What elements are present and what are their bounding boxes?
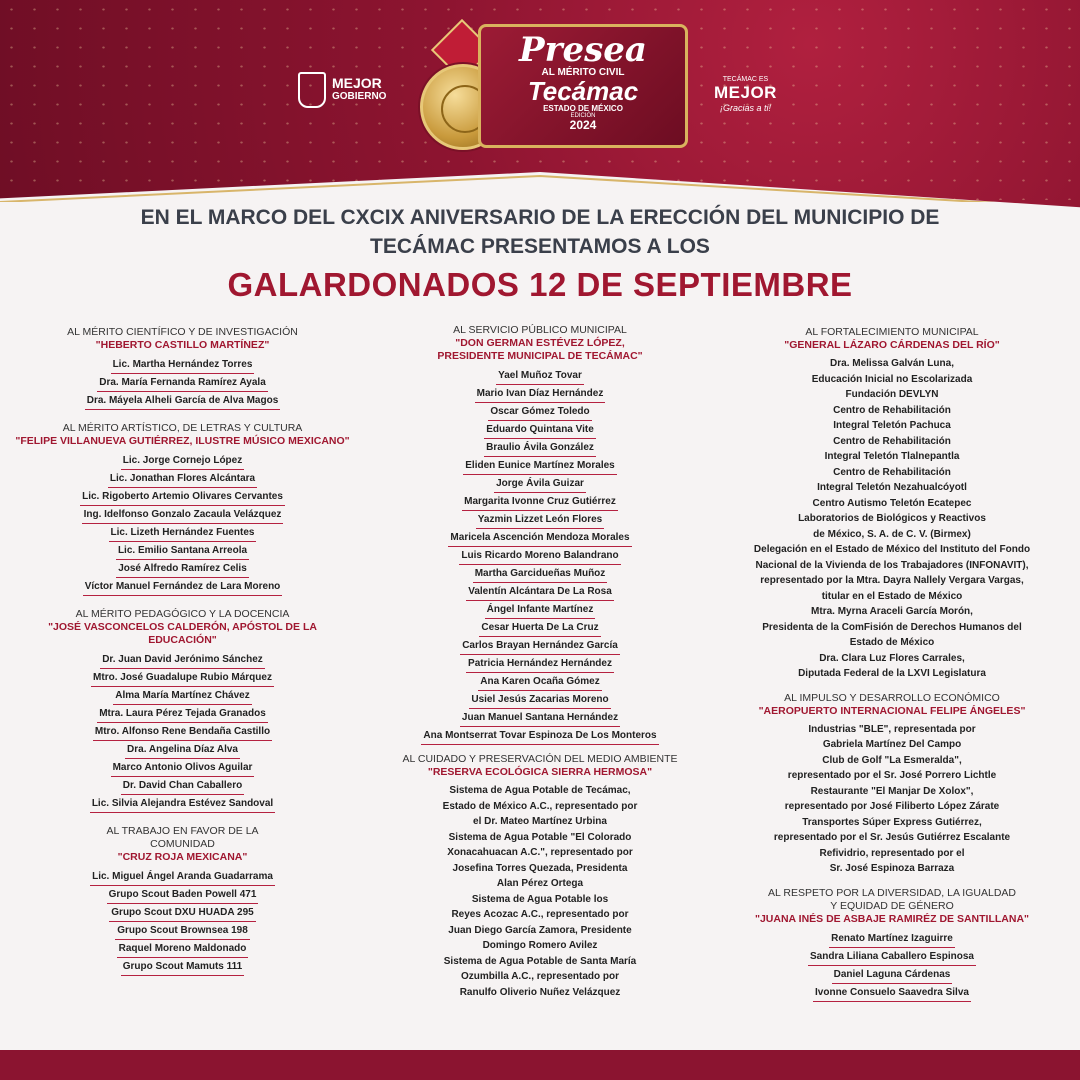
category-label: COMUNIDAD (150, 838, 215, 850)
recipient-list (15, 868, 350, 976)
recipient-name: Alma María Martínez Chávez (113, 687, 252, 705)
recipient-name: Jorge Ávila Guizar (494, 475, 586, 493)
recipient-name: Raquel Moreno Maldonado (117, 940, 249, 958)
plaque-title: Presea (519, 30, 647, 70)
intro-line1: EN EL MARCO DEL CXCIX ANIVERSARIO DE LA ERECCIÓN DEL MUNICIPIO DE (140, 206, 940, 229)
recipient-line: Centro de Rehabilitación (833, 466, 951, 478)
recipient-line: Laboratorios de Biológicos y Reactivos (798, 513, 986, 524)
recipient-name: Dr. David Chan Caballero (121, 777, 244, 795)
brand-left-line1: MEJOR (332, 75, 382, 91)
recipient-line: Domingo Romero Avilez (482, 940, 598, 951)
recipient-line: Fundación DEVLYN (845, 389, 939, 400)
recipient-line: Gabriela Martínez Del Campo (822, 739, 962, 750)
recipient-name: Patricia Hernández Hernández (466, 655, 614, 673)
recipient-line: Reyes Acozac A.C., representado por (451, 909, 629, 920)
award-section (15, 608, 350, 813)
recipient-name: Víctor Manuel Fernández de Lara Moreno (83, 578, 283, 596)
recipient-name: Eliden Eunice Martínez Morales (463, 457, 616, 475)
recipient-name: José Alfredo Ramírez Celis (116, 560, 249, 578)
recipient-name: Dr. Juan David Jerónimo Sánchez (100, 651, 265, 669)
recipient-list (712, 722, 1072, 877)
recipient-line: Mtra. Myrna Araceli García Morón, (811, 606, 973, 617)
recipient-line: Sr. José Espinoza Barraza (829, 863, 955, 874)
recipient-name: Daniel Laguna Cárdenas (832, 966, 953, 984)
recipient-line: Sistema de Agua Potable "El Colorado (448, 831, 632, 843)
recipient-name: Ana Karen Ocaña Gómez (478, 673, 601, 691)
recipient-list (15, 452, 350, 596)
recipient-name: Lic. Jorge Cornejo López (121, 452, 244, 470)
presea-plaque (478, 24, 688, 148)
award-section (15, 422, 350, 596)
recipient-line: Estado de México A.C., representado por (442, 800, 638, 812)
page-title: GALARDONADOS 12 DE SEPTIEMBRE (227, 266, 853, 303)
recipient-name: Ana Montserrat Tovar Espinoza De Los Monteros (421, 727, 658, 745)
recipient-name: Sandra Liliana Caballero Espinosa (808, 948, 976, 966)
recipient-line: Centro Autismo Teletón Ecatepec (812, 497, 972, 509)
plaque-year: 2024 (569, 118, 597, 132)
recipient-line: Nacional de la Vivienda de los Trabajadores (INFONAVIT), (755, 559, 1029, 571)
award-section (712, 326, 1072, 682)
recipient-name: Yazmin Lizzet León Flores (476, 511, 604, 529)
award-name: "CRUZ ROJA MEXICANA" (117, 851, 248, 863)
recipient-line: Dra. Clara Luz Flores Carrales, (819, 652, 965, 664)
recipient-line: Estado de México (849, 637, 935, 648)
plaque-subtitle: AL MÉRITO CIVIL (541, 67, 625, 78)
category-label: AL TRABAJO EN FAVOR DE LA (106, 825, 259, 837)
award-name: "DON GERMAN ESTÉVEZ LÓPEZ, (455, 337, 625, 349)
recipient-line: titular en el Estado de México (821, 590, 963, 602)
recipient-name: Lic. Martha Hernández Torres (111, 356, 255, 374)
plaque-city: Tecámac (527, 76, 639, 106)
recipient-name: Mario Ivan Díaz Hernández (475, 385, 606, 403)
recipient-name: Lic. Miguel Ángel Aranda Guadarrama (90, 868, 275, 886)
category-label: AL MÉRITO PEDAGÓGICO Y LA DOCENCIA (75, 608, 290, 620)
category-label: AL MÉRITO CIENTÍFICO Y DE INVESTIGACIÓN (67, 326, 298, 338)
recipient-name: Luis Ricardo Moreno Balandrano (459, 547, 620, 565)
category-label: AL MÉRITO ARTÍSTICO, DE LETRAS Y CULTURA (62, 422, 303, 434)
brand-right-line1: TECÁMAC ES (722, 76, 769, 83)
recipient-list (15, 651, 350, 813)
recipient-list (370, 783, 710, 1000)
category-label: AL SERVICIO PÚBLICO MUNICIPAL (453, 324, 627, 336)
column-right (712, 326, 1072, 1002)
recipient-line: de México, S. A. de C. V. (Birmex) (813, 528, 971, 540)
column-left (15, 326, 350, 976)
recipient-line: Alan Pérez Ortega (496, 878, 584, 889)
column-center (370, 324, 710, 1000)
recipient-name: Carlos Brayan Hernández García (460, 637, 620, 655)
recipient-name: Lic. Rigoberto Artemio Olivares Cervantes (80, 488, 285, 506)
recipient-name: Martha Garcidueñas Muñoz (473, 565, 608, 583)
recipient-name: Lic. Jonathan Flores Alcántara (108, 470, 257, 488)
intro-heading (60, 203, 1020, 261)
shield-icon (298, 72, 326, 108)
recipient-name: Cesar Huerta De La Cruz (479, 619, 600, 637)
recipient-name: Braulio Ávila González (484, 439, 596, 457)
recipient-line: el Dr. Mateo Martínez Urbina (473, 816, 607, 827)
recipient-line: representado por la Mtra. Dayra Nallely Vergara Vargas, (760, 575, 1024, 586)
recipient-line: Transportes Súper Express Gutiérrez, (802, 816, 982, 828)
recipient-line: Sistema de Agua Potable de Tecámac, (449, 785, 631, 796)
recipient-name: Ivonne Consuelo Saavedra Silva (813, 984, 971, 1002)
award-section (712, 887, 1072, 1002)
footer-bar (0, 1050, 1080, 1080)
recipient-name: Valentín Alcántara De La Rosa (466, 583, 614, 601)
category-label: AL IMPULSO Y DESARROLLO ECONÓMICO (784, 691, 1000, 704)
category-label: AL FORTALECIMIENTO MUNICIPAL (805, 326, 979, 338)
award-name: "HEBERTO CASTILLO MARTÍNEZ" (95, 339, 270, 351)
recipient-line: Integral Teletón Tlalnepantla (824, 451, 960, 462)
recipient-name: Maricela Ascención Mendoza Morales (448, 529, 631, 547)
recipient-line: Refividrio, representado por el (819, 847, 965, 859)
recipient-name: Grupo Scout Brownsea 198 (115, 922, 250, 940)
recipient-name: Dra. Angelina Díaz Alva (125, 741, 240, 759)
recipient-name: Eduardo Quintana Vite (484, 421, 596, 439)
recipient-line: Juan Diego García Zamora, Presidente (448, 924, 632, 936)
mejor-gobierno-logo (298, 72, 386, 108)
award-name: "GENERAL LÁZARO CÁRDENAS DEL RÍO" (784, 339, 1000, 351)
brand-right-line3: ¡Gracias a ti! (719, 103, 771, 113)
recipient-name: Mtro. Alfonso Rene Bendaña Castillo (93, 723, 272, 741)
category-label: Y EQUIDAD DE GÉNERO (830, 899, 954, 912)
brand-right-line2: MEJOR (714, 83, 777, 102)
recipient-line: Diputada Federal de la LXVI Legislatura (798, 668, 986, 679)
recipient-line: Integral Teletón Nezahualcóyotl (817, 482, 967, 493)
recipient-line: Josefina Torres Quezada, Presidenta (452, 862, 628, 874)
award-name: "AEROPUERTO INTERNACIONAL FELIPE ÁNGELES" (758, 704, 1026, 717)
award-name: "JUANA INÉS DE ASBAJE RAMIRÉZ DE SANTILLANA" (754, 912, 1030, 925)
recipient-line: Sistema de Agua Potable de Santa María (443, 955, 637, 967)
plaque-state: ESTADO DE MÉXICO (543, 104, 623, 113)
recipient-line: representado por el Sr. Jesús Gutiérrez Escalante (773, 832, 1011, 843)
intro-line2: TECÁMAC PRESENTAMOS A LOS (370, 235, 710, 258)
recipient-name: Renato Martínez Izaguirre (829, 930, 955, 948)
recipient-line: Delegación en el Estado de México del Instituto del Fondo (753, 544, 1031, 555)
recipient-line: representado por José Filiberto López Zárate (784, 801, 1000, 812)
recipient-name: Dra. María Fernanda Ramírez Ayala (97, 374, 268, 392)
recipient-line: Club de Golf "La Esmeralda", (822, 754, 962, 766)
recipient-name: Usiel Jesús Zacarias Moreno (469, 691, 610, 709)
tecamac-mejor-logo (714, 76, 777, 113)
recipient-name: Margarita Ivonne Cruz Gutiérrez (462, 493, 618, 511)
recipient-name: Dra. Máyela Alheli García de Alva Magos (85, 392, 281, 410)
recipient-name: Mtra. Laura Pérez Tejada Granados (97, 705, 268, 723)
recipient-name: Oscar Gómez Toledo (488, 403, 591, 421)
recipient-name: Grupo Scout Baden Powell 471 (107, 886, 259, 904)
award-name: PRESIDENTE MUNICIPAL DE TECÁMAC" (437, 350, 643, 362)
recipient-name: Mtro. José Guadalupe Rubio Márquez (91, 669, 274, 687)
recipient-name: Grupo Scout DXU HUADA 295 (109, 904, 255, 922)
recipient-line: Centro de Rehabilitación (833, 404, 951, 416)
category-label: AL RESPETO POR LA DIVERSIDAD, LA IGUALDAD (767, 886, 1016, 899)
category-label: AL CUIDADO Y PRESERVACIÓN DEL MEDIO AMBIENTE (402, 753, 678, 765)
recipient-line: Presidenta de la ComFisión de Derechos Humanos del (762, 621, 1022, 633)
recipient-name: Grupo Scout Mamuts 111 (121, 958, 244, 976)
award-section (712, 692, 1072, 877)
recipient-line: representado por el Sr. José Porrero Lichtle (787, 770, 997, 781)
recipient-list (370, 367, 710, 745)
recipient-line: Restaurante "El Manjar De Xolox", (810, 785, 974, 797)
award-section (15, 326, 350, 410)
recipient-name: Yael Muñoz Tovar (496, 367, 584, 385)
recipient-name: Ing. Idelfonso Gonzalo Zacaula Velázquez (82, 506, 284, 524)
recipient-line: Ranulfo Oliverio Nuñez Velázquez (459, 986, 621, 998)
recipient-line: Sistema de Agua Potable los (471, 893, 609, 905)
recipient-line: Dra. Melissa Galván Luna, (830, 358, 954, 369)
award-name: "JOSÉ VASCONCELOS CALDERÓN, APÓSTOL DE LA EDUCACIÓN" (48, 621, 317, 646)
plaque-edition: EDICIÓN (570, 113, 596, 119)
recipient-name: Lic. Silvia Alejandra Estévez Sandoval (90, 795, 275, 813)
award-name: "FELIPE VILLANUEVA GUTIÉRREZ, ILUSTRE MÚSICO MEXICANO" (15, 435, 350, 447)
recipient-list (15, 356, 350, 410)
recipient-name: Ángel Infante Martínez (485, 601, 596, 619)
recipient-line: Ozumbilla A.C., representado por (461, 971, 619, 982)
award-section (370, 753, 710, 1000)
recipient-line: Integral Teletón Pachuca (833, 420, 951, 431)
recipient-name: Lic. Emilio Santana Arreola (116, 542, 249, 560)
recipient-line: Educación Inicial no Escolarizada (811, 373, 973, 385)
recipient-list (712, 356, 1072, 682)
recipient-name: Lic. Lizeth Hernández Fuentes (109, 524, 257, 542)
recipient-line: Industrias "BLE", representada por (808, 723, 976, 735)
recipient-list (712, 930, 1072, 1002)
award-name: "RESERVA ECOLÓGICA SIERRA HERMOSA" (427, 766, 653, 778)
brand-left-line2: GOBIERNO (332, 91, 387, 102)
recipient-line: Centro de Rehabilitación (833, 435, 951, 447)
recipient-name: Marco Antonio Olivos Aguilar (111, 759, 255, 777)
recipient-line: Xonacahuacan A.C.", representado por (447, 847, 633, 858)
recipient-name: Juan Manuel Santana Hernández (460, 709, 620, 727)
award-section (15, 825, 350, 976)
award-section (370, 324, 710, 745)
